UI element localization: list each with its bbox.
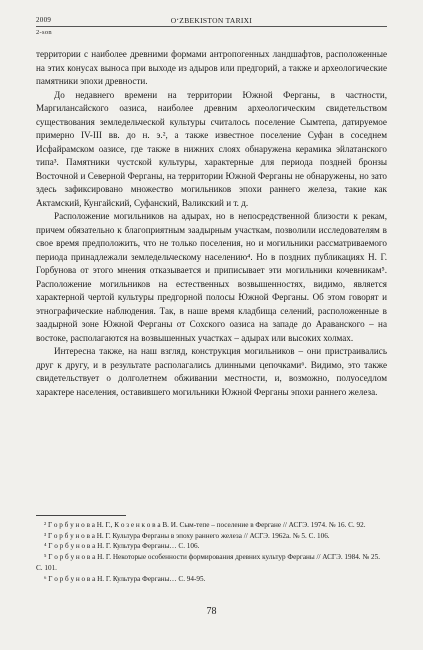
paragraph: Интересна также, на наш взгляд, конструкция могильников – они пристраивались друг к другу, и в результате располагались длинными цепочками⁶. Видимо, это также свидетельствует о долголетнем обживании местности, и, возможно, полуоседлом характере населения, оставившего могильники Южной Ферганы эпохи раннего железа. — [36, 346, 387, 397]
page-number: 78 — [206, 606, 217, 617]
header-issue: 2-son — [36, 29, 52, 36]
running-header — [36, 16, 387, 36]
paragraph: Расположение могильников на адырах, но в непосредственной близости к рекам, причем обязательно к благоприятным заадырным участкам, позволили исследователям в свое время предположить, что не только поселения, но и могильники рассматриваемого периода принадлежали земледельческому населению⁴. Но в поздних публикациях Н. Г. Горбунова от этого мнения отказывается и приписывает эти могильники кочевникам⁵. Расположение могильников на естественных возвышенностях, видимо, является характерной чертой культуры предгорной полосы Южной Ферганы. Об этом говорят и этнографические наблюдения. Так, в наше время кладбища селений, расположенные в заадырной зоне Южной Ферганы от Сохского оазиса на западе до Араванского – на востоке, располагаются на возвышенных участках – адырах или высоких холмах. — [36, 211, 387, 343]
footnote: ² Г о р б у н о в а Н. Г., К о з е н к о в а В. И. Сым-тепе – поселение в Фергане // АСГЭ. 1974. № 16. С. 92. — [44, 521, 366, 529]
footnote: ⁶ Г о р б у н о в а Н. Г. Культура Ферганы… С. 94-95. — [44, 574, 206, 583]
footnotes — [36, 520, 387, 584]
header-rule — [36, 26, 387, 27]
footnote: ⁵ Г о р б у н о в а Н. Г. Некоторые особенности формирования древних культур Ферганы // АСГЭ. 1984. № 25. С. 101. — [36, 553, 381, 572]
body-text — [36, 48, 387, 399]
paragraph: До недавнего времени на территории Южной Ферганы, в частности, Маргилансайского оазиса, наиболее древним археологическим свидетельством существования земледельческой культуры считалось поселение Сымтепа, датируемое примерно IV-III вв. до н. э.², а также известное поселение Суфан в соседнем Исфайрамском оазисе, где также в нижних слоях обнаружена керамика эйлатанского типа³. Памятники чустской культуры, характерные для периода поздней бронзы Восточной и Северной Ферганы, на территории Южной Ферганы не обнаружены, но зато здесь зафиксировано множество могильников эпохи раннего железа, такие как Актамский, Кунгайский, Суфанский, Валикский и т. д. — [36, 89, 387, 208]
journal-title: O‘ZBEKISTON TARIXI — [170, 16, 253, 25]
footnote-separator — [36, 515, 126, 516]
paragraph: территории с наиболее древними формами антропогенных ландшафтов, расположенные на этих конусах выноса при выходе из адыров или предгорий, а также и археологические памятники эпохи древности. — [36, 49, 387, 86]
footnote: ³ Г о р б у н о в а Н. Г. Культура Ферганы в эпоху раннего железа // АСГЭ. 1962а. № 5. С. 106. — [44, 531, 330, 540]
footnote: ⁴ Г о р б у н о в а Н. Г. Культура Ферганы… С. 106. — [44, 542, 200, 551]
header-year: 2009 — [36, 16, 52, 24]
